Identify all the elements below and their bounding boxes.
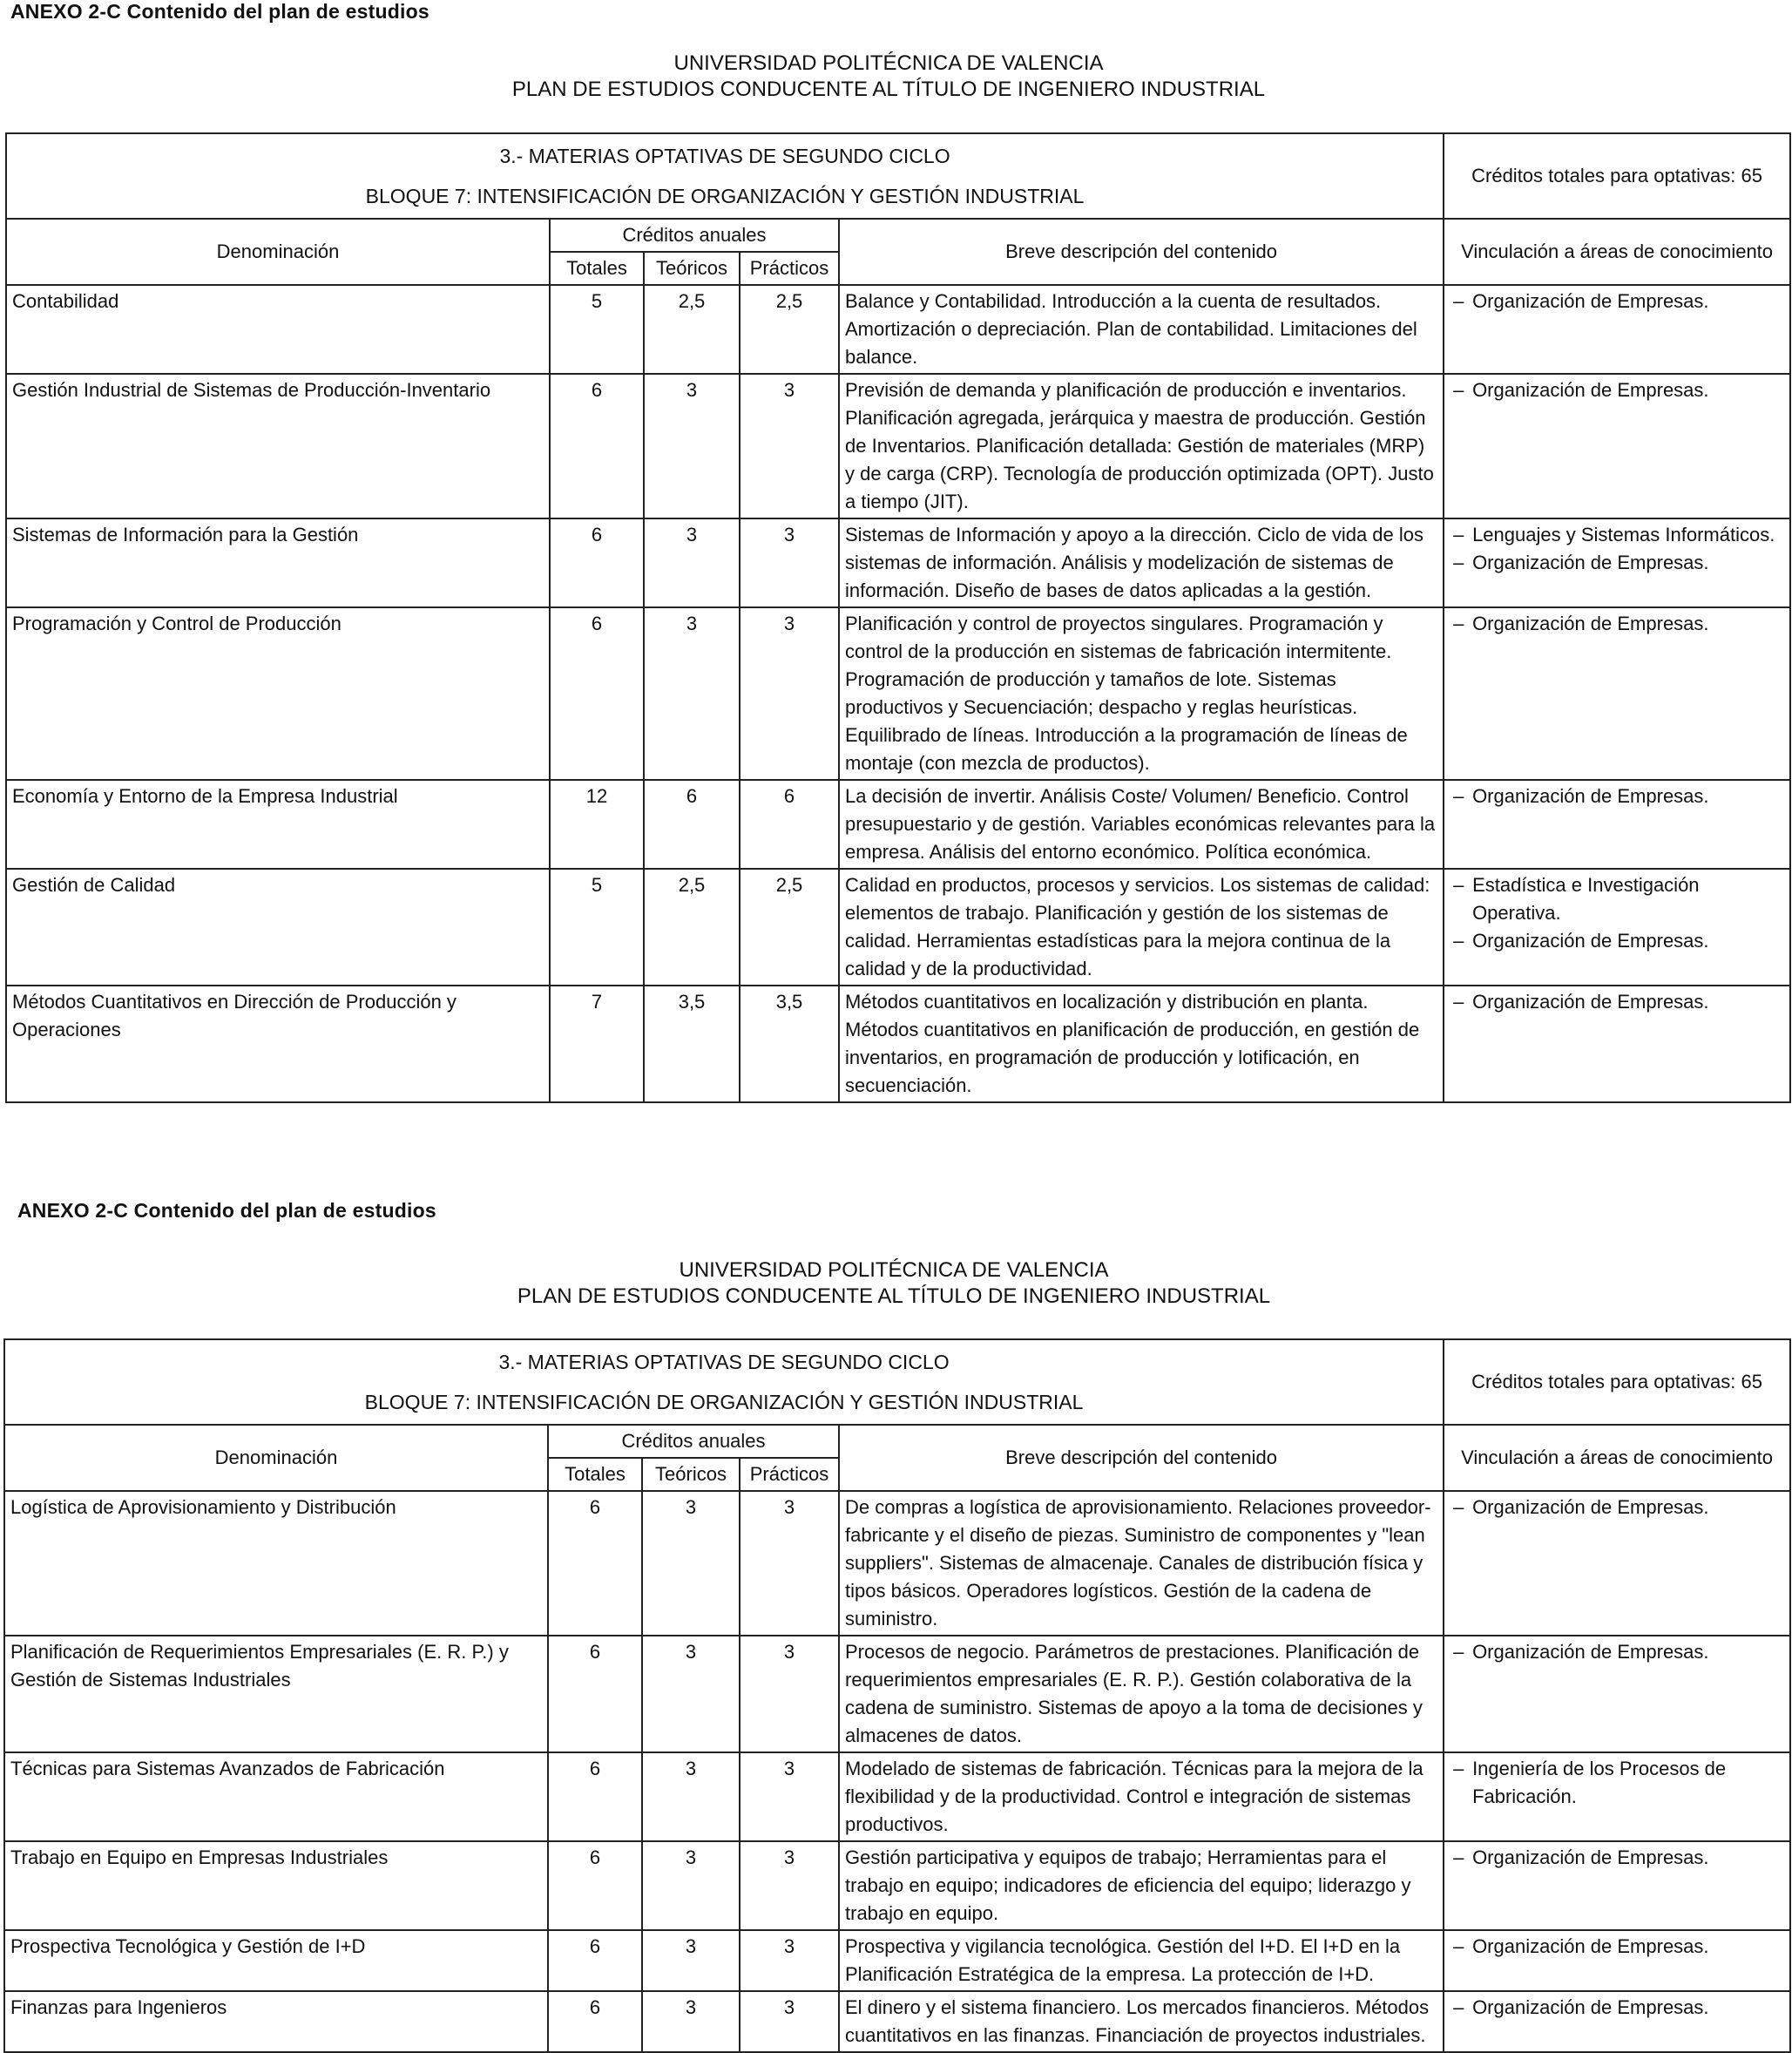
knowledge-areas xyxy=(1444,1991,1790,2052)
credits-practice: 3 xyxy=(740,607,839,780)
credits-theory: 3 xyxy=(642,1752,740,1841)
knowledge-areas xyxy=(1444,1930,1790,1991)
table-row xyxy=(6,780,1790,869)
area-item: – Organización de Empresas. xyxy=(1450,988,1784,1016)
subject-name: Logística de Aprovisionamiento y Distribución xyxy=(4,1491,548,1636)
area-item: – Organización de Empresas. xyxy=(1450,376,1784,404)
area-item: – Organización de Empresas. xyxy=(1450,1994,1784,2022)
credits-practice: 3 xyxy=(740,1841,839,1930)
subject-name: Planificación de Requerimientos Empresariales (E. R. P.) y Gestión de Sistemas Industriales xyxy=(4,1636,548,1752)
table-row xyxy=(6,869,1790,986)
credits-practice: 2,5 xyxy=(740,285,839,374)
subject-description: Sistemas de Información y apoyo a la dirección. Ciclo de vida de los sistemas de información. Análisis y modelización de sistemas de información. Diseño de bases de datos aplicadas a la gestión. xyxy=(839,518,1444,607)
credits-total: 6 xyxy=(548,1752,642,1841)
area-item: – Organización de Empresas. xyxy=(1450,1638,1784,1666)
subject-description: El dinero y el sistema financiero. Los mercados financieros. Métodos cuantitativos en las finanzas. Financiación de proyectos industriales. xyxy=(839,1991,1444,2052)
subject-name: Programación y Control de Producción xyxy=(6,607,550,780)
table-row xyxy=(4,1636,1790,1752)
bloque-title: BLOQUE 7: INTENSIFICACIÓN DE ORGANIZACIÓN Y GESTIÓN INDUSTRIAL xyxy=(365,185,1085,207)
subject-description: Prospectiva y vigilancia tecnológica. Gestión del I+D. El I+D en la Planificación Estratégica de la empresa. La protección de I+D. xyxy=(839,1930,1444,1991)
header-creditos-anuales: Créditos anuales xyxy=(550,219,839,252)
credits-theory: 3 xyxy=(642,1841,740,1930)
plan-name: PLAN DE ESTUDIOS CONDUCENTE AL TÍTULO DE INGENIERO INDUSTRIAL xyxy=(511,78,1266,101)
table-row xyxy=(4,1491,1790,1636)
materias-title: 3.- MATERIAS OPTATIVAS DE SEGUNDO CICLO xyxy=(499,145,950,167)
credits-theory: 3 xyxy=(644,374,740,518)
header-creditos-anuales: Créditos anuales xyxy=(548,1425,839,1458)
knowledge-areas xyxy=(1444,374,1790,518)
materias-title: 3.- MATERIAS OPTATIVAS DE SEGUNDO CICLO xyxy=(498,1351,950,1373)
credits-practice: 3,5 xyxy=(740,986,839,1102)
subject-name: Prospectiva Tecnológica y Gestión de I+D xyxy=(4,1930,548,1991)
knowledge-areas xyxy=(1444,285,1790,374)
credits-total: 5 xyxy=(550,869,644,986)
area-item: – Lenguajes y Sistemas Informáticos. xyxy=(1450,521,1784,549)
plan-name: PLAN DE ESTUDIOS CONDUCENTE AL TÍTULO DE INGENIERO INDUSTRIAL xyxy=(517,1284,1271,1308)
subject-name: Gestión de Calidad xyxy=(6,869,550,986)
subjects-table xyxy=(5,132,1791,1103)
area-item: – Ingeniería de los Procesos de Fabricación. xyxy=(1450,1755,1784,1811)
credits-total: 6 xyxy=(550,518,644,607)
credits-total: 6 xyxy=(548,1491,642,1636)
header-descripcion: Breve descripción del contenido xyxy=(839,1425,1444,1491)
table-row xyxy=(4,1752,1790,1841)
subject-name: Gestión Industrial de Sistemas de Producción-Inventario xyxy=(6,374,550,518)
credits-practice: 3 xyxy=(740,1991,839,2052)
credits-total: 6 xyxy=(550,374,644,518)
block-header xyxy=(4,1339,1444,1425)
credits-theory: 3 xyxy=(642,1636,740,1752)
credits-theory: 2,5 xyxy=(644,869,740,986)
table-row xyxy=(6,374,1790,518)
area-item: – Organización de Empresas. xyxy=(1450,1844,1784,1872)
credits-total: 12 xyxy=(550,780,644,869)
header-totales: Totales xyxy=(548,1458,642,1491)
subject-description: Procesos de negocio. Parámetros de prestaciones. Planificación de requerimientos empresariales (E. R. P.). Gestión colaborativa de la cadena de suministro. Sistemas de apoyo a la toma de decisiones y almacenes de datos. xyxy=(839,1636,1444,1752)
document-title xyxy=(5,1257,1782,1310)
subject-description: Modelado de sistemas de fabricación. Técnicas para la mejora de la flexibilidad y de la productividad. Control e integración de sistemas productivos. xyxy=(839,1752,1444,1841)
subject-name: Contabilidad xyxy=(6,285,550,374)
subject-description: Previsión de demanda y planificación de producción e inventarios. Planificación agregada, jerárquica y maestra de producción. Gestión de Inventarios. Planificación detallada: Gestión de materiales (MRP) y de carga (CRP). Tecnología de producción optimizada (OPT). Justo a tiempo (JIT). xyxy=(839,374,1444,518)
header-practicos: Prácticos xyxy=(740,252,839,285)
area-item: – Organización de Empresas. xyxy=(1450,783,1784,810)
table-row xyxy=(4,1991,1790,2052)
header-teoricos: Teóricos xyxy=(644,252,740,285)
table-row xyxy=(6,986,1790,1102)
table-row xyxy=(6,518,1790,607)
subject-description: De compras a logística de aprovisionamiento. Relaciones proveedor-fabricante y el diseño de piezas. Suministro de componentes y "lean suppliers". Sistemas de almacenaje. Canales de distribución física y tipos básicos. Operadores logísticos. Gestión de la cadena de suministro. xyxy=(839,1491,1444,1636)
header-teoricos: Teóricos xyxy=(642,1458,740,1491)
credits-theory: 3 xyxy=(642,1930,740,1991)
knowledge-areas xyxy=(1444,869,1790,986)
anexo-heading: ANEXO 2-C Contenido del plan de estudios xyxy=(10,0,429,23)
subject-description: La decisión de invertir. Análisis Coste/ Volumen/ Beneficio. Control presupuestario y de gestión. Variables económicas relevantes para la empresa. Análisis del entorno económico. Política económica. xyxy=(839,780,1444,869)
total-credits: Créditos totales para optativas: 65 xyxy=(1444,1339,1790,1425)
credits-practice: 3 xyxy=(740,1636,839,1752)
subject-name: Finanzas para Ingenieros xyxy=(4,1991,548,2052)
header-vinculacion: Vinculación a áreas de conocimiento xyxy=(1444,219,1790,285)
table-row xyxy=(6,607,1790,780)
area-item: – Organización de Empresas. xyxy=(1450,610,1784,638)
credits-total: 6 xyxy=(548,1930,642,1991)
credits-practice: 6 xyxy=(740,780,839,869)
knowledge-areas xyxy=(1444,518,1790,607)
credits-theory: 3 xyxy=(642,1991,740,2052)
subject-description: Gestión participativa y equipos de trabajo; Herramientas para el trabajo en equipo; indicadores de eficiencia del equipo; liderazgo y trabajo en equipo. xyxy=(839,1841,1444,1930)
area-item: – Organización de Empresas. xyxy=(1450,1494,1784,1521)
credits-practice: 3 xyxy=(740,1752,839,1841)
credits-total: 6 xyxy=(548,1991,642,2052)
header-denominacion: Denominación xyxy=(6,219,550,285)
header-totales: Totales xyxy=(550,252,644,285)
block-header xyxy=(6,133,1444,219)
subject-description: Planificación y control de proyectos singulares. Programación y control de la producción en sistemas de fabricación intermitente. Programación de producción y tamaños de lote. Sistemas productivos y Secuenciación; despacho y reglas heurísticas. Equilibrado de líneas. Introducción a la programación de líneas de montaje (con mezcla de productos). xyxy=(839,607,1444,780)
credits-theory: 3 xyxy=(642,1491,740,1636)
credits-theory: 3,5 xyxy=(644,986,740,1102)
knowledge-areas xyxy=(1444,1636,1790,1752)
subject-description: Balance y Contabilidad. Introducción a la cuenta de resultados. Amortización o depreciación. Plan de contabilidad. Limitaciones del balance. xyxy=(839,285,1444,374)
area-item: – Organización de Empresas. xyxy=(1450,927,1784,955)
header-vinculacion: Vinculación a áreas de conocimiento xyxy=(1444,1425,1790,1491)
document-title xyxy=(0,51,1777,103)
credits-practice: 2,5 xyxy=(740,869,839,986)
credits-theory: 3 xyxy=(644,518,740,607)
table-row xyxy=(6,285,1790,374)
area-item: – Organización de Empresas. xyxy=(1450,549,1784,577)
credits-practice: 3 xyxy=(740,374,839,518)
subjects-table xyxy=(3,1338,1791,2053)
header-practicos: Prácticos xyxy=(740,1458,839,1491)
credits-theory: 3 xyxy=(644,607,740,780)
credits-practice: 3 xyxy=(740,1491,839,1636)
table-row xyxy=(4,1930,1790,1991)
knowledge-areas xyxy=(1444,986,1790,1102)
subject-name: Economía y Entorno de la Empresa Industrial xyxy=(6,780,550,869)
credits-total: 6 xyxy=(548,1636,642,1752)
table-row xyxy=(4,1841,1790,1930)
area-item: – Estadística e Investigación Operativa. xyxy=(1450,871,1784,927)
subject-name: Técnicas para Sistemas Avanzados de Fabricación xyxy=(4,1752,548,1841)
university-name: UNIVERSIDAD POLITÉCNICA DE VALENCIA xyxy=(679,1258,1109,1282)
header-denominacion: Denominación xyxy=(4,1425,548,1491)
credits-total: 5 xyxy=(550,285,644,374)
credits-theory: 6 xyxy=(644,780,740,869)
credits-total: 7 xyxy=(550,986,644,1102)
anexo-heading: ANEXO 2-C Contenido del plan de estudios xyxy=(17,1199,436,1222)
area-item: – Organización de Empresas. xyxy=(1450,1933,1784,1961)
knowledge-areas xyxy=(1444,1752,1790,1841)
credits-practice: 3 xyxy=(740,518,839,607)
knowledge-areas xyxy=(1444,780,1790,869)
knowledge-areas xyxy=(1444,1841,1790,1930)
subject-name: Métodos Cuantitativos en Dirección de Producción y Operaciones xyxy=(6,986,550,1102)
subject-description: Métodos cuantitativos en localización y distribución en planta. Métodos cuantitativos en planificación de producción, en gestión de inventarios, en programación de producción y lotificación, en secuenciación. xyxy=(839,986,1444,1102)
bloque-title: BLOQUE 7: INTENSIFICACIÓN DE ORGANIZACIÓN Y GESTIÓN INDUSTRIAL xyxy=(364,1391,1084,1413)
credits-practice: 3 xyxy=(740,1930,839,1991)
university-name: UNIVERSIDAD POLITÉCNICA DE VALENCIA xyxy=(673,51,1104,75)
credits-theory: 2,5 xyxy=(644,285,740,374)
knowledge-areas xyxy=(1444,1491,1790,1636)
subject-description: Calidad en productos, procesos y servicios. Los sistemas de calidad: elementos de trabajo. Planificación y gestión de los sistemas de calidad. Herramientas estadísticas para la mejora continua de la calidad y de la productividad. xyxy=(839,869,1444,986)
knowledge-areas xyxy=(1444,607,1790,780)
subject-name: Sistemas de Información para la Gestión xyxy=(6,518,550,607)
total-credits: Créditos totales para optativas: 65 xyxy=(1444,133,1790,219)
credits-total: 6 xyxy=(548,1841,642,1930)
header-descripcion: Breve descripción del contenido xyxy=(839,219,1444,285)
subject-name: Trabajo en Equipo en Empresas Industriales xyxy=(4,1841,548,1930)
area-item: – Organización de Empresas. xyxy=(1450,288,1784,315)
credits-total: 6 xyxy=(550,607,644,780)
